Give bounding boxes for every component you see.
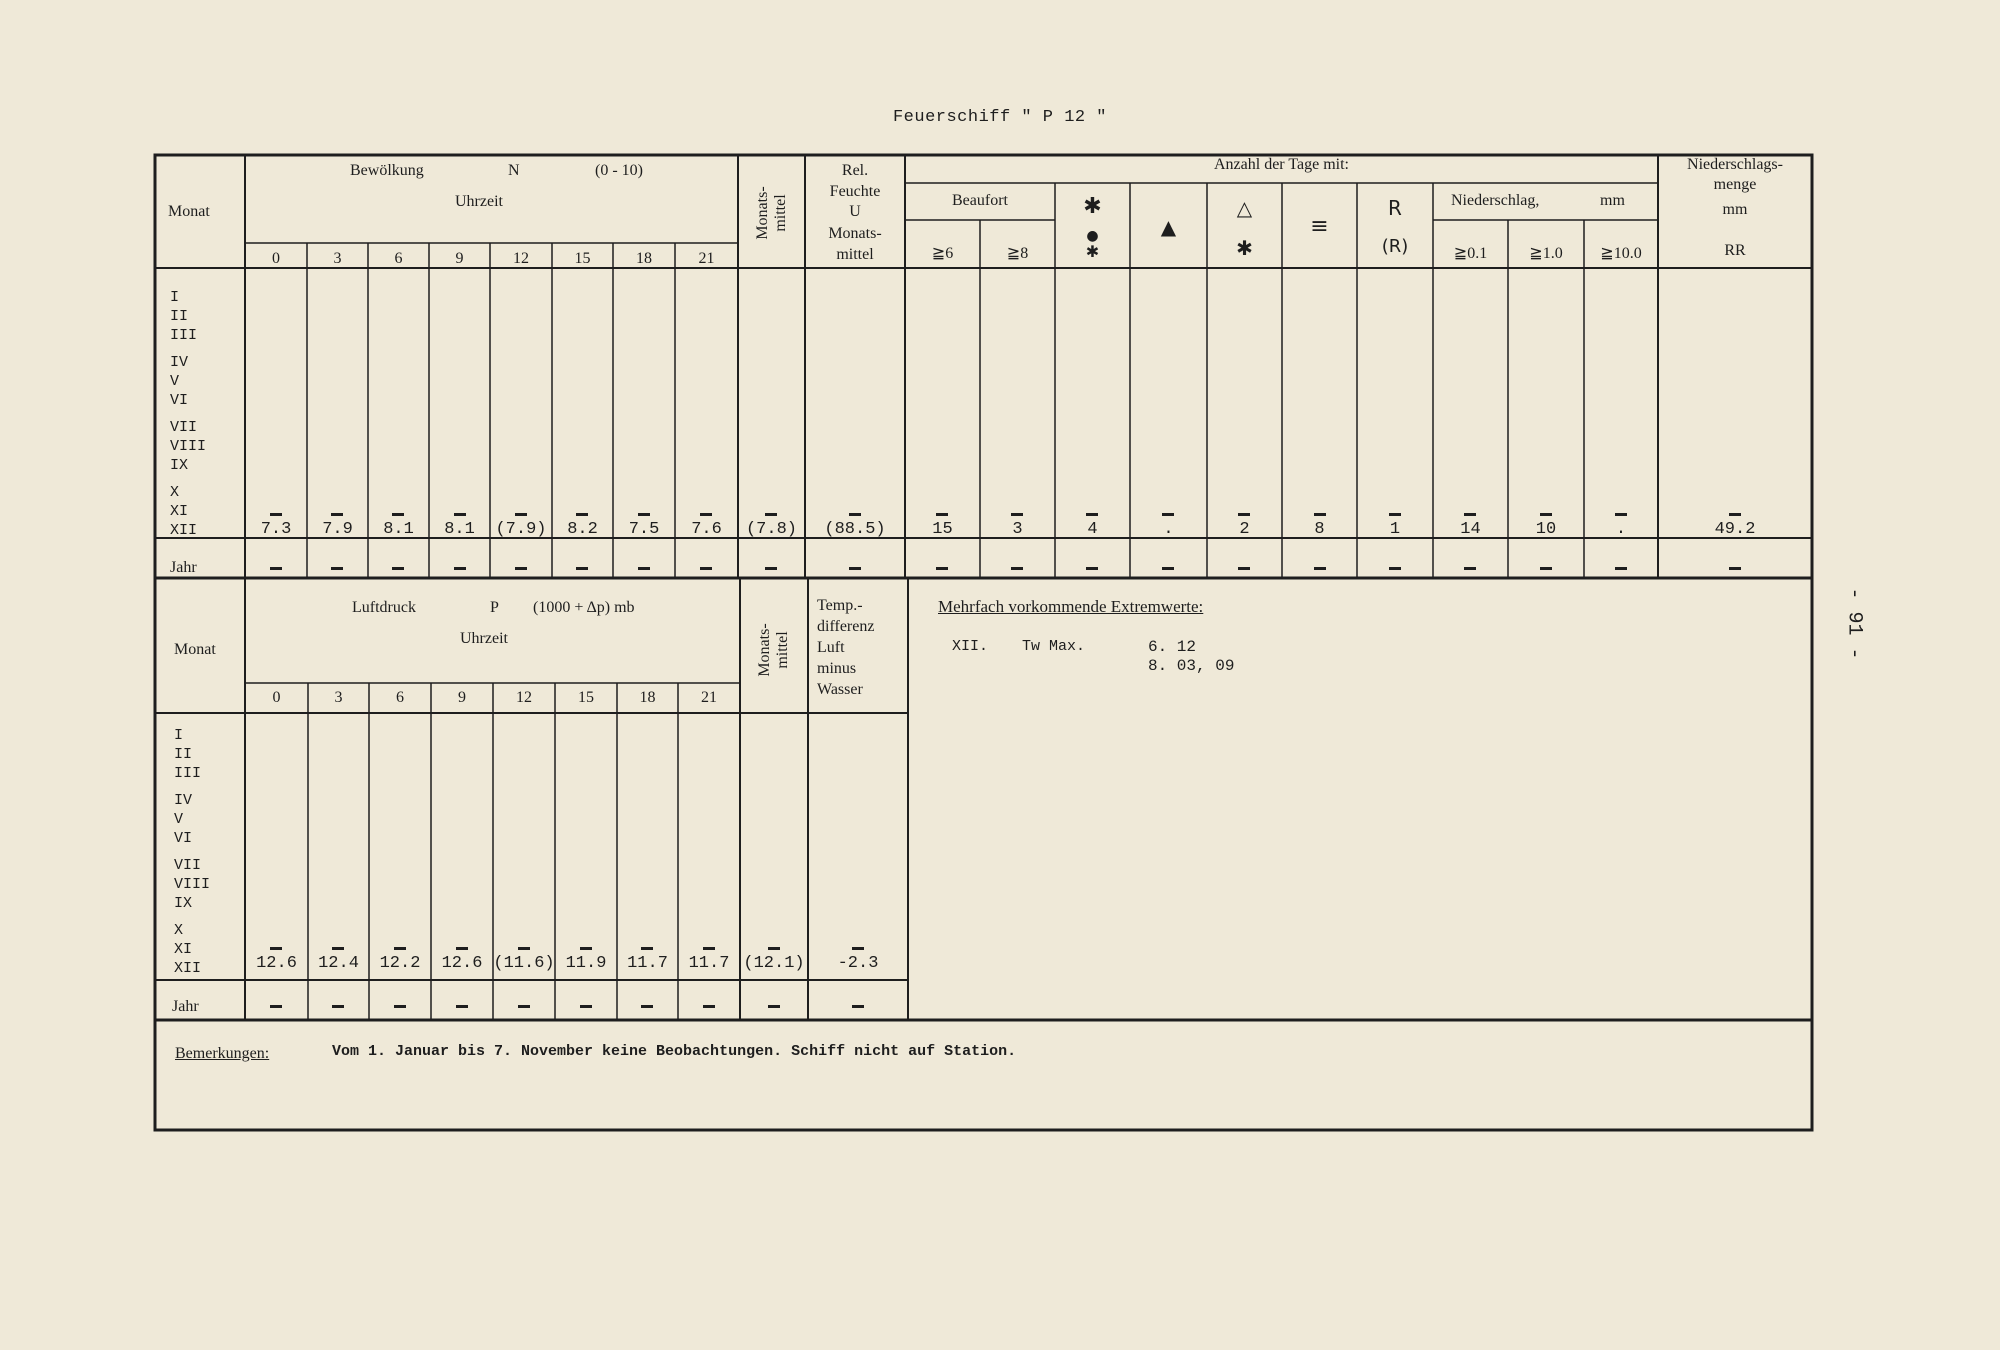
empty-value-dash: [1011, 513, 1023, 516]
xii-value: 11.9: [565, 954, 607, 973]
empty-value-dash: [270, 1005, 282, 1008]
hour-18: 18: [639, 689, 656, 706]
snow-icon: ✱: [1083, 194, 1102, 219]
thunder-icon: R: [1388, 196, 1402, 220]
luftdruck-p: P: [490, 599, 499, 616]
xii-value: 7.6: [691, 520, 722, 539]
empty-value-dash: [1086, 567, 1098, 570]
empty-value-dash: [456, 1005, 468, 1008]
extreme-month: XII.: [952, 638, 989, 655]
empty-value-dash: [1615, 567, 1627, 570]
empty-value-dash: [765, 513, 777, 516]
xii-value: 7.3: [260, 520, 292, 539]
bottom-jahr-label: Jahr: [172, 998, 199, 1015]
rel-feuchte-1: Rel.: [841, 162, 869, 179]
empty-value-dash: [641, 947, 653, 950]
month-label: VIII: [174, 876, 211, 893]
month-label: XI: [174, 941, 193, 958]
month-label: XI: [170, 503, 189, 520]
month-label: XII: [170, 522, 198, 539]
rel-feuchte-2: Feuchte: [829, 183, 881, 200]
hour-0: 0: [272, 689, 281, 706]
hour-18: 18: [636, 250, 652, 267]
temp-diff-3: Luft: [817, 639, 845, 656]
empty-value-dash: [1540, 567, 1552, 570]
empty-value-dash: [768, 1005, 780, 1008]
niederschlagsmenge-1: Niederschlags-: [1687, 156, 1783, 173]
bottom-month-list: [174, 726, 210, 978]
xii-value: (11.6): [493, 954, 555, 973]
empty-value-dash: [515, 567, 527, 570]
xii-value: 14: [1460, 520, 1481, 539]
empty-value-dash: [638, 567, 650, 570]
xii-value: 49.2: [1714, 520, 1756, 539]
hail-icon: ▲: [1160, 215, 1177, 239]
sleet-star-icon: ✱: [1085, 242, 1100, 261]
month-label: IX: [174, 895, 193, 912]
month-label: II: [174, 746, 193, 763]
empty-value-dash: [1086, 513, 1098, 516]
month-label: VII: [170, 419, 198, 436]
empty-value-dash: [576, 513, 588, 516]
xii-value: 1: [1389, 520, 1401, 539]
empty-value-dash: [852, 1005, 864, 1008]
temp-diff-5: Wasser: [817, 681, 863, 698]
snow-grains-icon: ✱: [1236, 236, 1253, 260]
hour-12: 12: [516, 689, 532, 706]
remarks-text: Vom 1. Januar bis 7. November keine Beobachtungen. Schiff nicht auf Station.: [332, 1043, 1017, 1060]
empty-value-dash: [1615, 513, 1627, 516]
empty-value-dash: [1464, 513, 1476, 516]
month-label: IX: [170, 457, 189, 474]
temp-diff-4: minus: [817, 660, 857, 677]
empty-value-dash: [765, 567, 777, 570]
empty-value-dash: [392, 567, 404, 570]
bewoelkung-header: Bewölkung: [350, 162, 424, 179]
bewoelkung-n: N: [508, 162, 520, 179]
hour-21: 21: [698, 250, 715, 267]
xii-value: 11.7: [627, 954, 668, 973]
empty-value-dash: [700, 567, 712, 570]
empty-value-dash: [580, 947, 592, 950]
empty-value-dash: [703, 947, 715, 950]
empty-value-dash: [1389, 567, 1401, 570]
empty-value-dash: [1729, 567, 1741, 570]
empty-value-dash: [1389, 513, 1401, 516]
bewoelkung-range: (0 - 10): [595, 162, 643, 179]
month-label: IV: [174, 792, 193, 809]
empty-value-dash: [576, 567, 588, 570]
empty-value-dash: [1314, 567, 1326, 570]
empty-value-dash: [518, 947, 530, 950]
graupel-icon: △: [1236, 196, 1253, 220]
month-label: I: [170, 289, 180, 306]
hour-9: 9: [455, 250, 464, 267]
xii-value: 11.7: [688, 954, 730, 973]
niederschlag-01: ≧0.1: [1453, 245, 1488, 262]
month-label: I: [174, 727, 184, 744]
niederschlag-header: Niederschlag,: [1451, 192, 1540, 209]
hour-6: 6: [396, 689, 404, 706]
empty-value-dash: [936, 513, 948, 516]
remarks-label: Bemerkungen:: [175, 1045, 270, 1062]
extreme-line-1: 6. 12: [1148, 638, 1197, 656]
empty-value-dash: [394, 947, 406, 950]
xii-value: 12.6: [256, 954, 297, 973]
xii-value: 15: [932, 520, 953, 539]
empty-value-dash: [331, 567, 343, 570]
month-label: VI: [174, 830, 193, 847]
empty-value-dash: [515, 513, 527, 516]
page-number: - 91 -: [1842, 587, 1866, 660]
empty-value-dash: [703, 1005, 715, 1008]
hour-3: 3: [333, 250, 342, 267]
niederschlagsmenge-2: menge: [1713, 176, 1757, 193]
month-label: II: [170, 308, 189, 325]
month-label: III: [174, 765, 202, 782]
extreme-line-2: 8. 03, 09: [1148, 657, 1235, 675]
uhrzeit-header: Uhrzeit: [455, 193, 503, 210]
hour-3: 3: [334, 689, 343, 706]
empty-value-dash: [1238, 513, 1250, 516]
luftdruck-header: Luftdruck: [352, 599, 416, 616]
xii-value: 12.4: [318, 954, 359, 973]
niederschlag-10: ≧1.0: [1529, 245, 1563, 262]
empty-value-dash: [331, 513, 343, 516]
empty-value-dash: [394, 1005, 406, 1008]
xii-value: .: [1163, 520, 1174, 539]
temp-diff-1: Temp.-: [817, 597, 863, 614]
monat-header: Monat: [168, 203, 210, 220]
month-label: VIII: [170, 438, 207, 455]
month-label: III: [170, 327, 198, 344]
empty-value-dash: [852, 947, 864, 950]
top-jahr-label: Jahr: [170, 559, 197, 576]
xii-value: 8.1: [444, 520, 475, 539]
fog-icon: ≡: [1310, 214, 1329, 239]
empty-value-dash: [849, 513, 861, 516]
hour-15: 15: [574, 250, 591, 267]
month-label: XII: [174, 960, 202, 977]
rel-feuchte-3: U: [849, 203, 861, 220]
monatsmittel-header: Monats- mittel: [754, 186, 789, 240]
xii-value: 12.2: [379, 954, 421, 973]
xii-value: 10: [1535, 520, 1557, 539]
monatsmittel-header-bottom: Monats- mittel: [756, 623, 791, 677]
empty-value-dash: [700, 513, 712, 516]
xii-value: 7.9: [322, 520, 353, 539]
empty-value-dash: [518, 1005, 530, 1008]
empty-value-dash: [456, 947, 468, 950]
hour-0: 0: [272, 250, 280, 267]
empty-value-dash: [641, 1005, 653, 1008]
month-label: VI: [170, 392, 189, 409]
temp-diff-2: differenz: [817, 618, 875, 635]
empty-value-dash: [936, 567, 948, 570]
beaufort-8: ≧8: [1006, 245, 1029, 262]
xii-value: (7.8): [745, 520, 797, 539]
empty-value-dash: [580, 1005, 592, 1008]
sleet-dot-icon: ●: [1086, 228, 1099, 244]
uhrzeit-header-bottom: Uhrzeit: [460, 630, 508, 647]
empty-value-dash: [1162, 513, 1174, 516]
empty-value-dash: [454, 513, 466, 516]
empty-value-dash: [270, 513, 282, 516]
xii-value: 3: [1012, 520, 1023, 539]
xii-value: 4: [1087, 520, 1098, 539]
empty-value-dash: [1464, 567, 1476, 570]
xii-value: (12.1): [743, 954, 805, 973]
monat-header-bottom: Monat: [174, 641, 216, 658]
xii-value: 2: [1239, 520, 1250, 539]
niederschlag-100: ≧10.0: [1600, 245, 1642, 262]
hour-12: 12: [513, 250, 529, 267]
empty-value-dash: [332, 1005, 344, 1008]
extreme-label: Tw Max.: [1022, 638, 1086, 655]
hour-9: 9: [458, 689, 466, 706]
niederschlag-unit: mm: [1600, 192, 1625, 209]
empty-value-dash: [1162, 567, 1174, 570]
month-label: X: [170, 484, 180, 501]
page-title: Feuerschiff " P 12 ": [892, 108, 1108, 127]
thunder-paren-icon: (R): [1381, 236, 1409, 257]
empty-value-dash: [1540, 513, 1552, 516]
rel-feuchte-4: Monats-: [828, 225, 882, 242]
hour-6: 6: [394, 250, 403, 267]
month-label: VII: [174, 857, 202, 874]
empty-value-dash: [1314, 513, 1326, 516]
hour-21: 21: [701, 689, 717, 706]
empty-value-dash: [1011, 567, 1023, 570]
niederschlagsmenge-3: mm: [1722, 201, 1748, 218]
empty-value-dash: [332, 947, 344, 950]
empty-value-dash: [454, 567, 466, 570]
rel-feuchte-5: mittel: [836, 246, 874, 263]
xii-value: 7.5: [628, 520, 660, 539]
xii-value: 8: [1314, 520, 1325, 539]
xii-value: 8.1: [383, 520, 414, 539]
empty-value-dash: [270, 947, 282, 950]
month-label: X: [174, 922, 184, 939]
xii-value: (7.9): [495, 520, 547, 539]
top-month-list: [170, 288, 206, 540]
beaufort-header: Beaufort: [952, 192, 1008, 209]
empty-value-dash: [638, 513, 650, 516]
xii-value: 12.6: [441, 954, 483, 973]
empty-value-dash: [392, 513, 404, 516]
empty-value-dash: [1729, 513, 1741, 516]
empty-value-dash: [1238, 567, 1250, 570]
luftdruck-formula: (1000 + Δp) mb: [533, 599, 635, 616]
empty-value-dash: [849, 567, 861, 570]
empty-value-dash: [270, 567, 282, 570]
xii-value: -2.3: [837, 954, 879, 973]
extreme-heading: Mehrfach vorkommende Extremwerte:: [938, 597, 1204, 616]
empty-value-dash: [768, 947, 780, 950]
niederschlagsmenge-rr: RR: [1724, 242, 1746, 259]
xii-value: (88.5): [824, 520, 886, 539]
month-label: IV: [170, 354, 189, 371]
xii-value: .: [1615, 520, 1627, 539]
month-label: V: [174, 811, 184, 828]
xii-value: 8.2: [567, 520, 598, 539]
beaufort-6: ≧6: [931, 245, 954, 262]
month-label: V: [170, 373, 180, 390]
anzahl-header: Anzahl der Tage mit:: [1214, 156, 1349, 173]
hour-15: 15: [578, 689, 594, 706]
